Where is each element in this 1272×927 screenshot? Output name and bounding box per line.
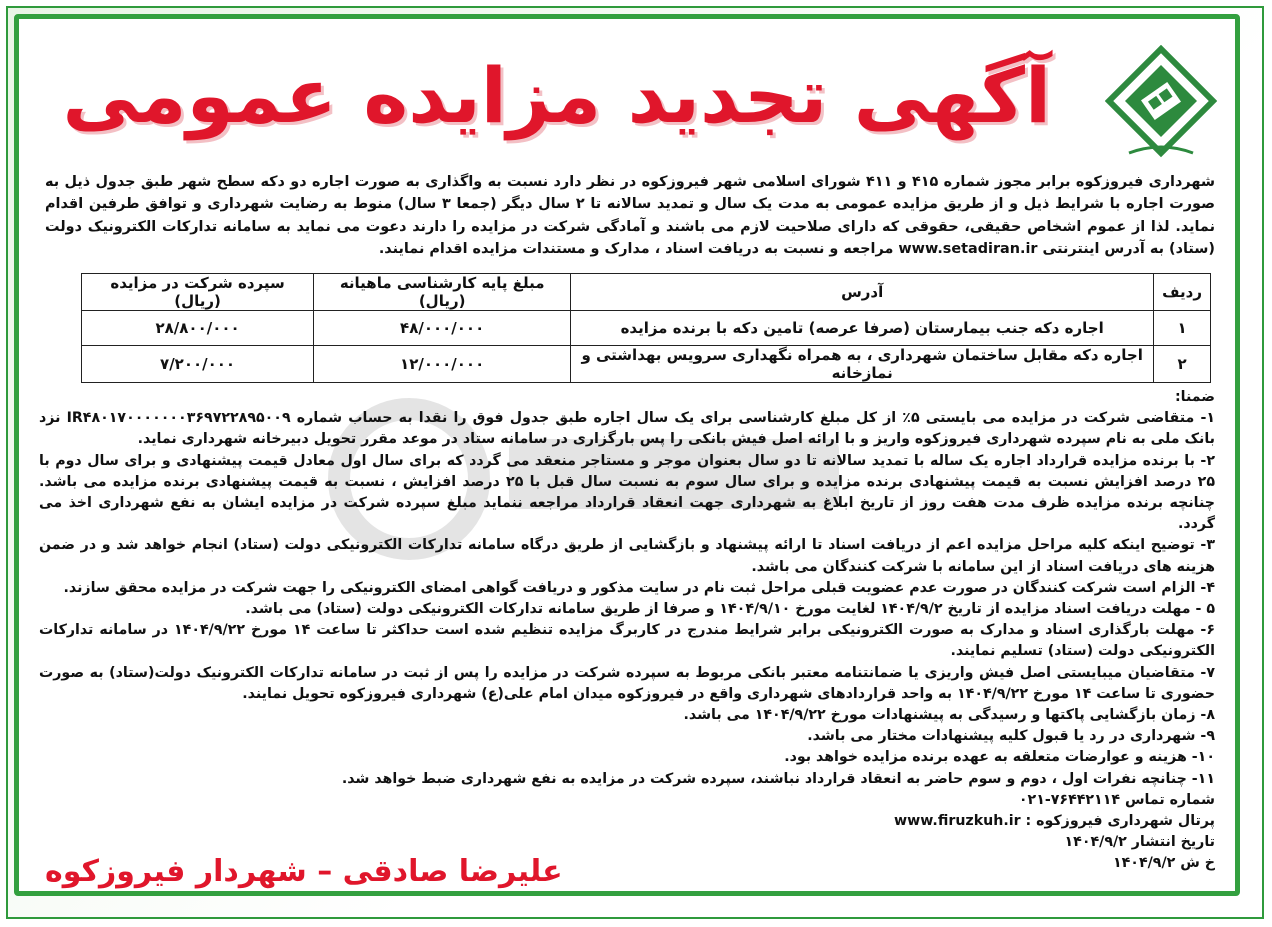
intro-paragraph: شهرداری فیروزکوه برابر مجوز شماره ۴۱۵ و ۴۱۱ شورای اسلامی شهر فیروزکوه در نظر دارد نسبت به واگذاری به صورت اجاره دو دکه سطح شهر طبق جدول ذیل به صورت اجاره با شرایط ذیل و از طریق مزایده عمومی به مدت یک سال و تمدید سالانه تا ۲ سال دیگر (جمعا ۳ سال) منوط به رضایت شهرداری و توافق طرفین اقدام نماید. لذا از عموم اشخاص حقیقی، حقوقی که دارای صلاحیت لازم می باشند و آمادگی شرکت در مزایده را دارند دعوت می نماید به سامانه تدارکات الکترونیک دولت (ستاد) به آدرس اینترنتی www.setadiran.ir مراجعه و نسبت به دریافت اسناد ، مدارک و مستندات مزایده اقدام نمایند. xyxy=(45,174,1215,258)
condition-item: ۳- توضیح اینکه کلیه مراحل مزایده اعم از دریافت اسناد تا ارائه پیشنهاد و بازگشایی از طریق درگاه سامانه تدارکات الکترونیکی دولت (ستاد) انجام خواهد شد و در ضمن هزینه های دریافت اسناد از این سامانه با شرکت کنندگان می باشد. xyxy=(39,537,1215,575)
auction-table xyxy=(81,273,1211,383)
row-address: اجاره دکه جنب بیمارستان (صرفا عرصه) تامین دکه با برنده مزایده xyxy=(571,311,1154,346)
table-header-row xyxy=(82,274,1211,311)
condition-item: ۵ - مهلت دریافت اسناد مزایده از تاریخ ۱۴۰۴/۹/۲ لغایت مورخ ۱۴۰۴/۹/۱۰ و صرفا از طریق سامانه تدارکات الکترونیکی دولت (ستاد) می باشد. xyxy=(245,601,1215,618)
table-row xyxy=(82,346,1211,383)
row-deposit: ۲۸/۸۰۰/۰۰۰ xyxy=(82,311,314,346)
conditions-list xyxy=(39,387,1215,875)
mayor-signature: علیرضا صادقی – شهردار فیروزکوه xyxy=(45,854,563,889)
condition-item: ۹- شهرداری در رد یا قبول کلیه پیشنهادات مختار می باشد. xyxy=(807,728,1215,745)
publish-date: تاریخ انتشار ۱۴۰۴/۹/۲ xyxy=(1064,834,1215,851)
notes-heading: ضمنا: xyxy=(1174,389,1215,405)
condition-item: ۷- متقاضیان میبایستی اصل فیش واریزی یا ضمانتنامه معتبر بانکی مربوط به سپرده شرکت در مزایده را پس از ثبت در سامانه تدارکات الکترونیک دولت(ستاد) به صورت حضوری تا ساعت ۱۴ مورخ ۱۴۰۴/۹/۲۲ به واحد قراردادهای شهرداری واقع در فیروزکوه میدان امام علی(ع) شهرداری فیروزکوه تحویل نمایند. xyxy=(39,664,1215,702)
col-header-address: آدرس xyxy=(571,274,1154,311)
condition-item: ۲- با برنده مزایده قرارداد اجاره یک ساله با تمدید سالانه تا دو سال بعنوان موجر و مستاجر منعقد می گردد که برای سال اول معادل قیمت پیشنهادی و برای سال دوم با ۲۵ درصد افزایش نسبت به قیمت پیشنهادی برنده مزایده و برای سال سوم به نسبت سال قبل با ۲۵ درصد افزایش ، نسبت به قیمت پیشنهادی برنده مزایده می باشد. چنانچه برنده مزایده ظرف مدت هفت روز از تاریخ ابلاغ به شهرداری جهت انعقاد قرارداد مراجعه ننماید مبلغ سپرده شرکت در مزایده ایشان به نفع شهرداری اخذ می گردد. xyxy=(39,452,1215,533)
portal-link: پرتال شهرداری فیروزکوه : www.firuzkuh.ir xyxy=(894,813,1215,830)
reference-number: خ ش ۱۴۰۴/۹/۲ xyxy=(1112,855,1215,872)
condition-item: ۶- مهلت بارگذاری اسناد و مدارک به صورت الکترونیکی برابر شرایط مندرج در کاربرگ مزایده تنظیم شده است حداکثر تا ساعت ۱۴ مورخ ۱۴۰۴/۹/۲۲ در سامانه تدارکات الکترونیکی دولت (ستاد) تسلیم نمایند. xyxy=(39,622,1215,660)
col-header-row-number: ردیف xyxy=(1154,274,1211,311)
row-base-price: ۴۸/۰۰۰/۰۰۰ xyxy=(314,311,571,346)
row-deposit: ۷/۲۰۰/۰۰۰ xyxy=(82,346,314,383)
row-address: اجاره دکه مقابل ساختمان شهرداری ، به همراه نگهداری سرویس بهداشتی و نمازخانه xyxy=(571,346,1154,383)
row-number: ۱ xyxy=(1154,311,1211,346)
firuzkuh-municipality-logo xyxy=(1105,45,1217,165)
ad-inner-frame xyxy=(14,14,1240,896)
condition-item: ۱- متقاضی شرکت در مزایده می بایستی ۵٪ از کل مبلغ کارشناسی برای یک سال اجاره طبق جدول فوق را نقدا به حساب شماره IR۴۸۰۱۷۰۰۰۰۰۰۰۳۶۹۷۲۲۸۹۵۰۰۹ نزد بانک ملی به نام سپرده شهرداری فیروزکوه واریز و با ارائه اصل فیش بانکی را پس بارگزاری در سامانه ستاد در موعد مقرر تحویل دبیرخانه شهرداری نماید. xyxy=(39,410,1216,448)
condition-item: ۱۰- هزینه و عوارضات متعلقه به عهده برنده مزایده خواهد بود. xyxy=(784,749,1215,766)
contact-phone: شماره تماس ۷۶۴۴۲۱۱۴-۰۲۱ xyxy=(1018,791,1215,808)
ad-title: آگهی تجدید مزایده عمومی xyxy=(62,51,1051,140)
condition-item: ۱۱- چنانچه نفرات اول ، دوم و سوم حاضر به انعقاد قرارداد نباشند، سپرده شرکت در مزایده به نفع شهرداری ضبط خواهد شد. xyxy=(341,770,1215,787)
table-row xyxy=(82,311,1211,346)
row-base-price: ۱۲/۰۰۰/۰۰۰ xyxy=(314,346,571,383)
col-header-base-price: مبلغ پایه کارشناسی ماهیانه (ریال) xyxy=(314,274,571,311)
row-number: ۲ xyxy=(1154,346,1211,383)
condition-item: ۴- الزام است شرکت کنندگان در صورت عدم عضویت قبلی مراحل ثبت نام در سایت مذکور و دریافت گواهی امضای الکترونیکی را جهت شرکت در مزایده محقق سازند. xyxy=(63,579,1215,596)
col-header-deposit: سپرده شرکت در مزایده (ریال) xyxy=(82,274,314,311)
condition-item: ۸- زمان بازگشایی پاکتها و رسیدگی به پیشنهادات مورخ ۱۴۰۴/۹/۲۲ می باشد. xyxy=(683,707,1215,724)
